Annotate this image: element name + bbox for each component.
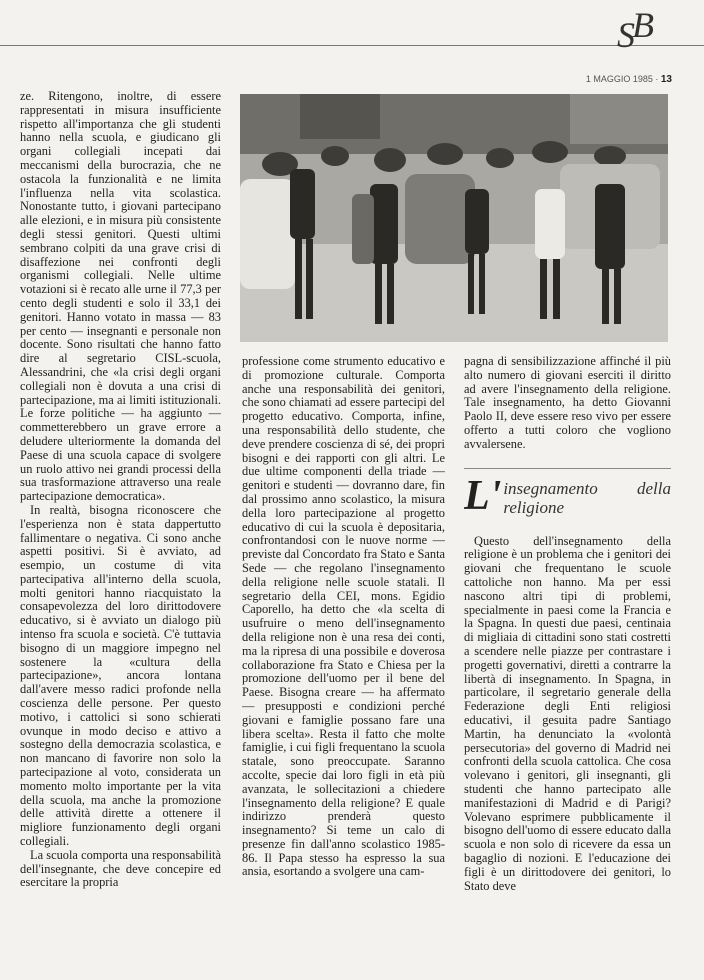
page-number: 13 — [660, 74, 672, 85]
heading-initial: L' — [464, 472, 502, 519]
article-photo — [240, 94, 668, 342]
section-heading — [464, 468, 671, 517]
paragraph: In realtà, bisogna riconoscere che l'esperienza non è stata dappertutto fallimentare o negativa. Ci sono anche aspetti positivi. Si è avviato, ad esempio, un costume di vita partecipativa all'interno della scuola, molti genitori hanno riacquistato la consapevolezza del loro dirittodovere educativo, si è avviato un dialogo più intenso fra scuola e società. C'è tuttavia bisogno di un maggiore impegno nel sostenere la «cultura della partecipazione», ancora lontana dall'avere messo radici profonde nella coscienza delle persone. Per questo motivo, i cattolici si sono schierati ovunque in modo deciso e attivo a sostegno della democrazia scolastica, e non mancano di favorire non solo la partecipazione al voto, considerata un momento molto importante per la vita della scuola, ma anche la promozione delle attività dirette a ottenere il migliore funzionamento degli organi collegiali. — [20, 502, 221, 849]
issue-date: 1 MAGGIO 1985 · — [585, 74, 659, 84]
paragraph: Questo dell'insegnamento della religione è un problema che i genitori dei giovani che frequentano le scuole cattoliche non hanno. Ma per essi nascono altri tipi di problemi, specialmente in paesi come la Francia e la Spagna. In questi due paesi, centinaia di migliaia di cittadini sono stati costretti a scendere nelle piazze per contrastare i progetti governativi, diretti a contrarre la libertà di insegnamento. In Spagna, in particolare, il segretario generale della Federazione degli Enti religiosi educativi, il gesuita padre Santiago Martin, ha denunciato la «volontà persecutoria» del governo di Madrid nei confronti della scuola cattolica. Che cosa volevano i genitori, gli insegnanti, gli studenti che hanno partecipato alle manifestazioni di Madrid e di Parigi? Volevano esprimere pubblicamente il bisogno dell'uomo di essere educato dalla scuola e non solo di ricevere da essa un bagaglio di nozioni. E l'educazione dei figli è un dirittodovere dei genitori, lo Stato deve — [464, 533, 671, 893]
heading-text: insegnamento della religione — [503, 478, 671, 517]
header-rule — [0, 45, 704, 46]
text-column-3 — [464, 355, 671, 970]
text-column-2 — [242, 355, 445, 970]
issue-dateline — [560, 74, 672, 85]
magazine-logo: SB — [617, 5, 651, 55]
paragraph: professione come strumento educativo e di promozione culturale. Comporta anche una responsabilità dei genitori, che sono chiamati ad essere partecipi del progetto educativo. Comporta, infine, una responsabilità dello studente, che deve prendere coscienza di sé, dei propri bisogni e dei rapporti con gli altri. Le due ultime componenti della triade — genitori e studenti — dovranno dare, fin dal prossimo anno scolastico, la misura della loro partecipazione al progetto educativo di cui la scuola è depositaria, confrontandosi con le nuove norme — previste dal Concordato fra Stato e Santa Sede — che regolano l'insegnamento della religione nelle scuole statali. Il segretario della CEI, mons. Egidio Caporello, ha detto che «la scelta di usufruire o meno dell'insegnamento della religione non è una resa dei conti, ma la ripresa di una possibile e doverosa collaborazione fra Stato e Chiesa per la promozione dell'uomo per il bene del Paese. Bisogna creare — ha affermato — presupposti e condizioni perché giovani e famiglie possano fare una libera scelta». Resta il fatto che molte famiglie, i cui figli frequentano la scuola statale, sono preoccupate. Saranno accolte, specie dai loro figli in età più avanzata, le sollecitazioni a chiedere l'insegnamento della religione? E quale indirizzo prenderà questo insegnamento? Si teme un calo di presenze fin dall'anno scolastico 1985-86. Il Papa stesso ha espresso la sua ansia, esortando a svolgere una cam- — [242, 355, 445, 879]
photo-illustration — [240, 94, 668, 342]
paragraph: pagna di sensibilizzazione affinché il più alto numero di giovani eserciti il diritto ad avere l'insegnamento della religione. Tale insegnamento, ha detto Giovanni Paolo II, deve essere reso vivo per essere offerto a tutti coloro che vogliono avvalersene. — [464, 355, 671, 451]
paragraph: La scuola comporta una responsabilità dell'insegnante, che deve concepire ed esercitare la propria — [20, 847, 221, 890]
text-column-1 — [20, 90, 221, 970]
paragraph: ze. Ritengono, inoltre, di essere rappresentati in misura insufficiente rispetto all'importanza che gli studenti hanno nella scuola, e giudicano gli organi collegiali incepati dai meccanismi della burocrazia, che ne ostacola la funzionalità e ne limita l'influenza nella vita scolastica. Nonostante tutto, i giovani partecipano alle elezioni, e in misura più consistente degli stessi genitori. Questi ultimi sembrano colpiti da una grave crisi di disaffezione nei confronti degli organismi collegiali. Nelle ultime votazioni si è recato alle urne il 77,3 per cento degli studenti e solo il 33,1 dei genitori. Hanno votato in massa — 83 per cento — insegnanti e personale non docente. Sono risultati che hanno fatto dire al segretario CISL-scuola, Alessandrini, che «la crisi degli organi collegiali non è dovuta a una crisi di partecipazione, ma ai limiti istituzionali. Le forze politiche — ha aggiunto — commetterebbero un grave errore a deludere ulteriormente la domanda del Paese di una scuola capace di svolgere un ruolo attivo nei grandi processi della sua trasformazione attraverso una reale partecipazione democratica». — [20, 90, 221, 504]
